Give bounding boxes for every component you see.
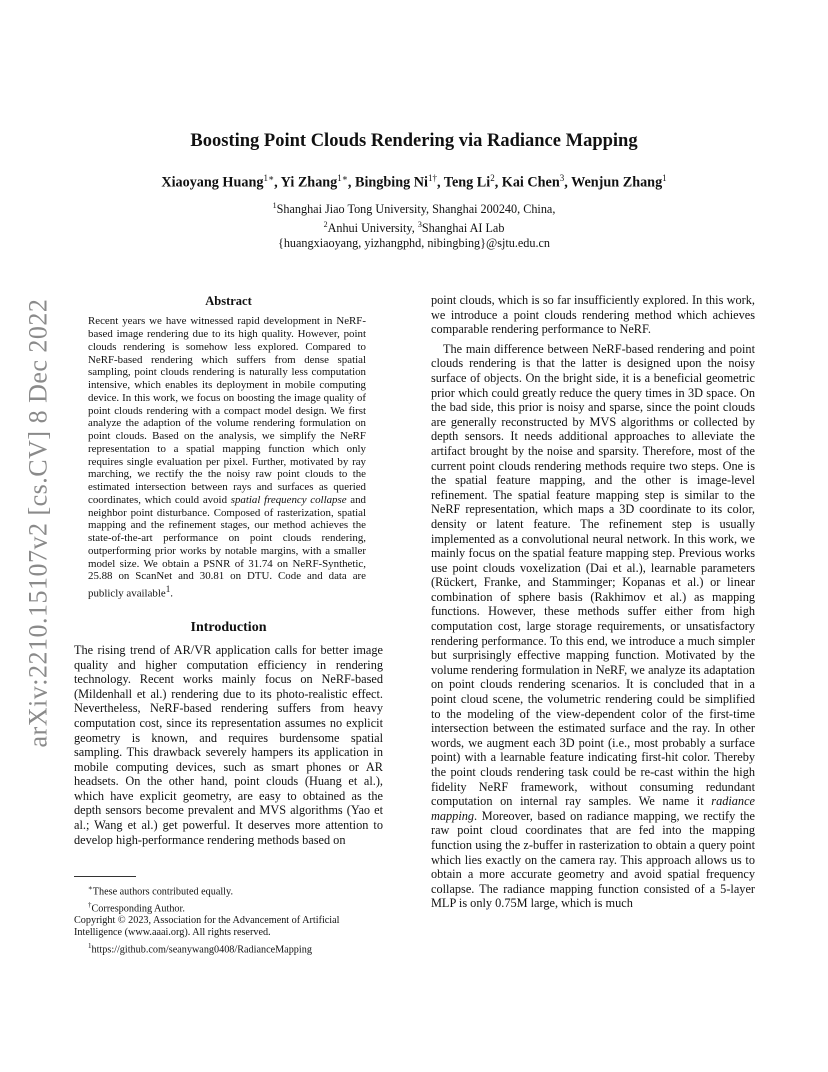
author-name: Teng Li	[443, 174, 491, 191]
abstract-heading: Abstract	[205, 294, 252, 308]
footnote-text: These authors contributed equally.	[92, 886, 233, 898]
author-name: Xiaoyang Huang	[161, 174, 264, 191]
affiliations	[100, 198, 728, 251]
footnote-corresponding	[74, 899, 383, 916]
author-list: Xiaoyang Huang$^{1∗}$, Yi Zhang$^{1∗}$, Bingbing $Ni^{1\dagger}$, Teng Li$^2$, Kai Chen$^3$, Wenjun Zhang$^1$	[161, 173, 667, 191]
affiliation-text: Shanghai AI Lab	[421, 221, 505, 236]
paragraph-emphasis: radiance mapping	[431, 794, 755, 823]
right-column	[431, 293, 755, 911]
affiliation-mark: 1	[272, 201, 277, 210]
introduction-left-paragraph: The rising trend of AR/VR application calls for better image quality and higher computation efficiency in rendering technology. Recent works mainly focus on NeRF-based (Mildenhall et al.) rendering due to its photo-realistic effect. Nevertheless, NeRF-based rendering suffers from heavy computation cost, since its representation assumes no explicit geometry is known, and requires burdensome spatial sampling. This drawback severely hampers its application in mobile computing devices, such as smart phones or AR headsets. On the other hand, point clouds (Huang et al.), which have explicit geometry, are easy to obtained as the depth sensors become prevalent and MVS algorithms (Yao et al.; Wang et al.) get powerful. It deserves more attention to develop high-performance rendering methods based on	[74, 642, 383, 847]
author-mark: 1∗	[337, 173, 348, 183]
author-emails: {huangxiaoyang, yizhangphd, nibingbing}@sjtu.edu.cn	[277, 236, 551, 251]
abstract-emphasis: spatial frequency collapse	[230, 493, 347, 506]
abstract-body	[74, 315, 383, 600]
footnote-rule	[74, 876, 136, 877]
footnote-url[interactable]: https://github.com/seanywang0408/RadianceMapping	[91, 943, 312, 955]
footnote-equal-contribution	[74, 882, 383, 899]
footnote-mark: 1	[88, 941, 92, 950]
author-mark: 1	[662, 173, 667, 183]
affiliation-mark: 2	[323, 220, 328, 230]
author-mark: 2	[490, 173, 495, 183]
author-mark: 1∗	[263, 173, 275, 183]
footnote-ref: 1	[165, 584, 171, 595]
affiliation-line-1	[100, 198, 728, 217]
author-mark: 3	[559, 173, 565, 183]
abstract-text: .	[170, 587, 173, 600]
paper-title: Boosting Point Clouds Rendering via Radiance Mapping	[190, 131, 638, 151]
footnotes	[74, 876, 383, 956]
author-name: Wenjun Zhang	[571, 174, 663, 191]
introduction-paragraph-continued: point clouds, which is so far insufficiently explored. In this work, we introduce a point clouds rendering method which achieves comparable rendering performance to NeRF.	[431, 293, 755, 337]
abstract-text: Recent years we have witnessed rapid development in NeRF-based image rendering due to its high quality. However, point clouds rendering is somehow less explored. Compared to NeRF-based rendering which suffers from dense spatial sampling, point clouds rendering is naturally less computation intensive, which enables its deployment in mobile computing device. In this work, we focus on boosting the image quality of point clouds rendering with a compact model design. We first analyze the adaption of the volume rendering formulation on point clouds. Based on the analysis, we simplify the NeRF representation to a spatial mapping function which only requires single evaluation per pixel. Further, motivated by ray marching, we rectify the the noisy raw point clouds to the estimated intersection between rays and surfaces as queried coordinates, which could avoid	[88, 315, 366, 506]
left-column	[74, 294, 383, 847]
introduction-heading: Introduction	[190, 619, 267, 635]
arxiv-side-identifier	[18, 288, 58, 758]
copyright-notice: Copyright © 2023, Association for the Advancement of Artificial Intelligence (www.aaai.org). All rights reserved.	[74, 915, 340, 939]
paragraph-text: . Moreover, based on radiance mapping, we rectify the raw point cloud coordinates that are fed into the mapping function using the z-buffer in rasterization to obtain a query point which lies exactly on the camera ray. This approach allows us to obtain a more accurate geometry and avoid spatial frequency collapse. The radiance mapping function consisted of a 5-layer MLP is only 0.75M large, which is much	[431, 808, 755, 911]
footnote-mark: †	[88, 900, 92, 909]
affiliation-text: Shanghai Jiao Tong University, Shanghai 200240, China,	[276, 202, 556, 217]
author-name: Yi Zhang	[280, 174, 338, 191]
abstract-text: and neighbor point disturbance. Composed of rasterization, spatial mapping and the refinement stages, our method achieves the state-of-the-art performance on point clouds rendering, outperforming prior works by notable margins, with a smaller model size. We obtain a PSNR of 31.74 on NeRF-Synthetic, 25.88 on ScanNet and 30.81 on DTU. Code and data are publicly available	[88, 493, 366, 600]
author-mark: 1†	[427, 173, 437, 183]
introduction-paragraph-2	[431, 342, 755, 911]
footnote-mark: ∗	[88, 884, 93, 892]
affiliation-text: Anhui University,	[327, 221, 418, 236]
paragraph-text: The main difference between NeRF-based rendering and point clouds rendering is that the latter is designed upon the noisy surface of objects. On the bright side, it is a beneficial geometric prior which could greatly reduce the query times in 3D space. On the bad side, this prior is noisy and sparse, since the point clouds are generally reconstructed by MVS algorithms or collected by depth sensors. It needs additional approaches to alleviate the artifact brought by the noise and sparsity. Therefore, most of the current point clouds rendering methods require two steps. One is the spatial feature mapping, and the other is image-level refinement. The spatial feature mapping step is similar to the NeRF representation, which maps a 3D coordinate to its color, density or latent feature. The refinement step is usually implemented as a convolutional neural network. In this work, we mainly focus on the spatial feature mapping step. Previous works use point clouds voxelization (Dai et al.), learnable parameters (Rückert, Franke, and Stamminger; Kopanas et al.) or linear combination of sphere basis (Rakhimov et al.) as mapping functions. However, these methods suffer either from high computation cost, large storage requirements, or unsatisfactory rendering performance. To this end, we introduce a much simpler but surprisingly effective mapping function. Motivated by the volume rendering formulation in NeRF, we analyze its adaptation on point clouds rendering scenarios. It is concluded that in a point cloud scene, the volumetric rendering could be simplified to the modeling of the view-dependent color of the first-time intersection between the estimated surface and the ray. In other words, we augment each 3D point (i.e., most probably a surface point) with a learnable feature indicating first-hit color. Thereby the point clouds rendering task could be re-cast within the high fidelity NeRF framework, without consuming redundant computation on internal ray samples. We name it	[431, 341, 755, 809]
affiliation-line-2	[100, 217, 728, 236]
arxiv-id-text: arXiv:2210.15107v2 [cs.CV] 8 Dec 2022	[23, 298, 52, 748]
footnote-text: Corresponding Author.	[91, 902, 185, 914]
author-name: Bingbing Ni	[355, 174, 428, 191]
footnote-code-link	[74, 940, 383, 957]
author-name: Kai Chen	[501, 174, 560, 191]
affiliation-mark: 3	[417, 220, 422, 230]
